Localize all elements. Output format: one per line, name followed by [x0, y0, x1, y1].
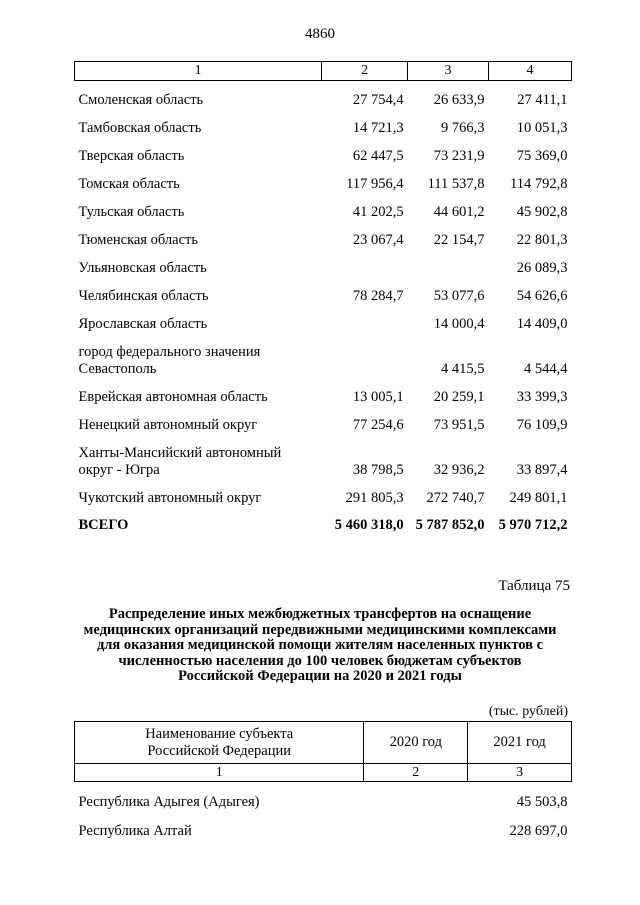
region-name: Смоленская область	[78, 92, 204, 108]
column-number: 1	[75, 764, 364, 782]
value-cell: 26 633,9	[433, 92, 485, 108]
value-cell	[364, 782, 468, 812]
total-value: 5 970 712,2	[498, 517, 568, 533]
region-name: Еврейская автономная область	[78, 389, 268, 405]
value-cell: 23 067,4	[352, 232, 404, 248]
region-name	[75, 333, 322, 378]
table-row	[75, 811, 572, 840]
value-cell: 78 284,7	[352, 288, 404, 304]
region-name: Тверская область	[78, 148, 185, 164]
value-cell: 249 801,1	[509, 490, 568, 506]
table-label: Таблица 75	[498, 578, 570, 594]
title-line: медицинских организаций передвижными медицинскими комплексами	[83, 621, 557, 638]
region-name-line: Севастополь	[78, 361, 157, 377]
title-line: Распределение иных межбюджетных трансфертов на оснащение	[108, 606, 532, 622]
header-2021: 2021 год	[468, 722, 572, 764]
total-row	[75, 507, 572, 534]
table-row	[75, 221, 572, 249]
value-cell: 4 544,4	[524, 361, 568, 377]
table-row	[75, 109, 572, 137]
value-cell: 117 956,4	[346, 176, 404, 192]
region-name	[75, 434, 322, 479]
value-cell: 73 231,9	[433, 148, 485, 164]
value-cell: 45 503,8	[516, 794, 568, 810]
table-row	[75, 305, 572, 333]
region-name: Тульская область	[78, 204, 185, 220]
value-cell: 75 369,0	[516, 148, 568, 164]
value-cell: 41 202,5	[352, 204, 404, 220]
region-name: Тюменская область	[78, 232, 198, 248]
region-name: Тамбовская область	[78, 120, 202, 136]
value-cell: 14 000,4	[433, 316, 485, 332]
region-name-line: округ - Югра	[78, 462, 160, 478]
value-cell	[322, 249, 408, 277]
table-row	[75, 137, 572, 165]
region-name-line: Ханты-Мансийский автономный	[78, 445, 282, 461]
value-cell: 22 801,3	[516, 232, 568, 248]
region-name: Ярославская область	[78, 316, 208, 332]
table-row	[75, 277, 572, 305]
value-cell: 14 721,3	[352, 120, 404, 136]
total-value: 5 460 318,0	[334, 517, 404, 533]
value-cell: 76 109,9	[516, 417, 568, 433]
value-cell: 53 077,6	[433, 288, 485, 304]
total-value: 5 787 852,0	[415, 517, 485, 533]
value-cell: 272 740,7	[426, 490, 485, 506]
value-cell: 26 089,3	[516, 260, 568, 276]
region-name-line: город федерального значения	[78, 344, 261, 360]
column-number: 2	[322, 62, 408, 81]
value-cell	[322, 305, 408, 333]
table-row	[75, 249, 572, 277]
table-row	[75, 193, 572, 221]
value-cell: 111 537,8	[427, 176, 485, 192]
column-number: 2	[364, 764, 468, 782]
column-number: 3	[468, 764, 572, 782]
region-name: Республика Алтай	[78, 823, 192, 839]
table-row	[75, 333, 572, 378]
transfer-table	[74, 721, 572, 840]
title-line: Российской Федерации на 2020 и 2021 годы	[178, 668, 462, 684]
table-row	[75, 782, 572, 812]
column-number: 1	[75, 62, 322, 81]
value-cell: 27 754,4	[352, 92, 404, 108]
region-name: Ульяновская область	[78, 260, 207, 276]
table-row	[75, 165, 572, 193]
header-name	[75, 722, 364, 764]
value-cell: 22 154,7	[433, 232, 485, 248]
column-number: 3	[408, 62, 489, 81]
column-number: 4	[489, 62, 572, 81]
value-cell	[408, 249, 489, 277]
value-cell: 54 626,6	[516, 288, 568, 304]
value-cell: 10 051,3	[516, 120, 568, 136]
table-row	[75, 81, 572, 110]
value-cell: 114 792,8	[510, 176, 568, 192]
value-cell: 38 798,5	[352, 462, 404, 478]
value-cell	[322, 333, 408, 378]
value-cell: 45 902,8	[516, 204, 568, 220]
page-number: 4860	[305, 26, 335, 42]
region-name: Томская область	[78, 176, 180, 192]
value-cell: 9 766,3	[441, 120, 485, 136]
value-cell	[364, 811, 468, 840]
table-row	[75, 434, 572, 479]
value-cell: 33 399,3	[516, 389, 568, 405]
value-cell: 33 897,4	[516, 462, 568, 478]
value-cell: 291 805,3	[345, 490, 404, 506]
value-cell: 14 409,0	[516, 316, 568, 332]
value-cell: 77 254,6	[352, 417, 404, 433]
value-cell: 62 447,5	[352, 148, 404, 164]
header-row	[75, 722, 572, 764]
title-line: для оказания медицинской помощи жителям населенных пунктов с	[96, 637, 544, 653]
subsidy-table-continued	[74, 61, 572, 534]
value-cell: 44 601,2	[433, 204, 485, 220]
region-name: Чукотский автономный округ	[78, 490, 262, 506]
table-row	[75, 378, 572, 406]
region-name: Челябинская область	[78, 288, 209, 304]
value-cell: 4 415,5	[441, 361, 485, 377]
region-name: Республика Адыгея (Адыгея)	[78, 794, 260, 810]
header-name-line: Наименование субъекта	[145, 725, 294, 742]
value-cell: 32 936,2	[433, 462, 485, 478]
table-row	[75, 406, 572, 434]
unit-note: (тыс. рублей)	[488, 704, 568, 719]
column-number-row	[75, 764, 572, 782]
value-cell: 27 411,1	[517, 92, 568, 108]
value-cell: 13 005,1	[352, 389, 404, 405]
region-name: Ненецкий автономный округ	[78, 417, 258, 433]
value-cell: 73 951,5	[433, 417, 485, 433]
total-label: ВСЕГО	[78, 517, 129, 533]
table-title	[60, 607, 580, 685]
header-name-line: Российской Федерации	[147, 742, 291, 759]
column-number-row	[75, 62, 572, 81]
value-cell: 228 697,0	[509, 823, 568, 839]
title-line: численностью населения до 100 человек бюджетам субъектов	[118, 652, 522, 669]
table-row	[75, 479, 572, 507]
value-cell: 20 259,1	[433, 389, 485, 405]
header-2020: 2020 год	[364, 722, 468, 764]
